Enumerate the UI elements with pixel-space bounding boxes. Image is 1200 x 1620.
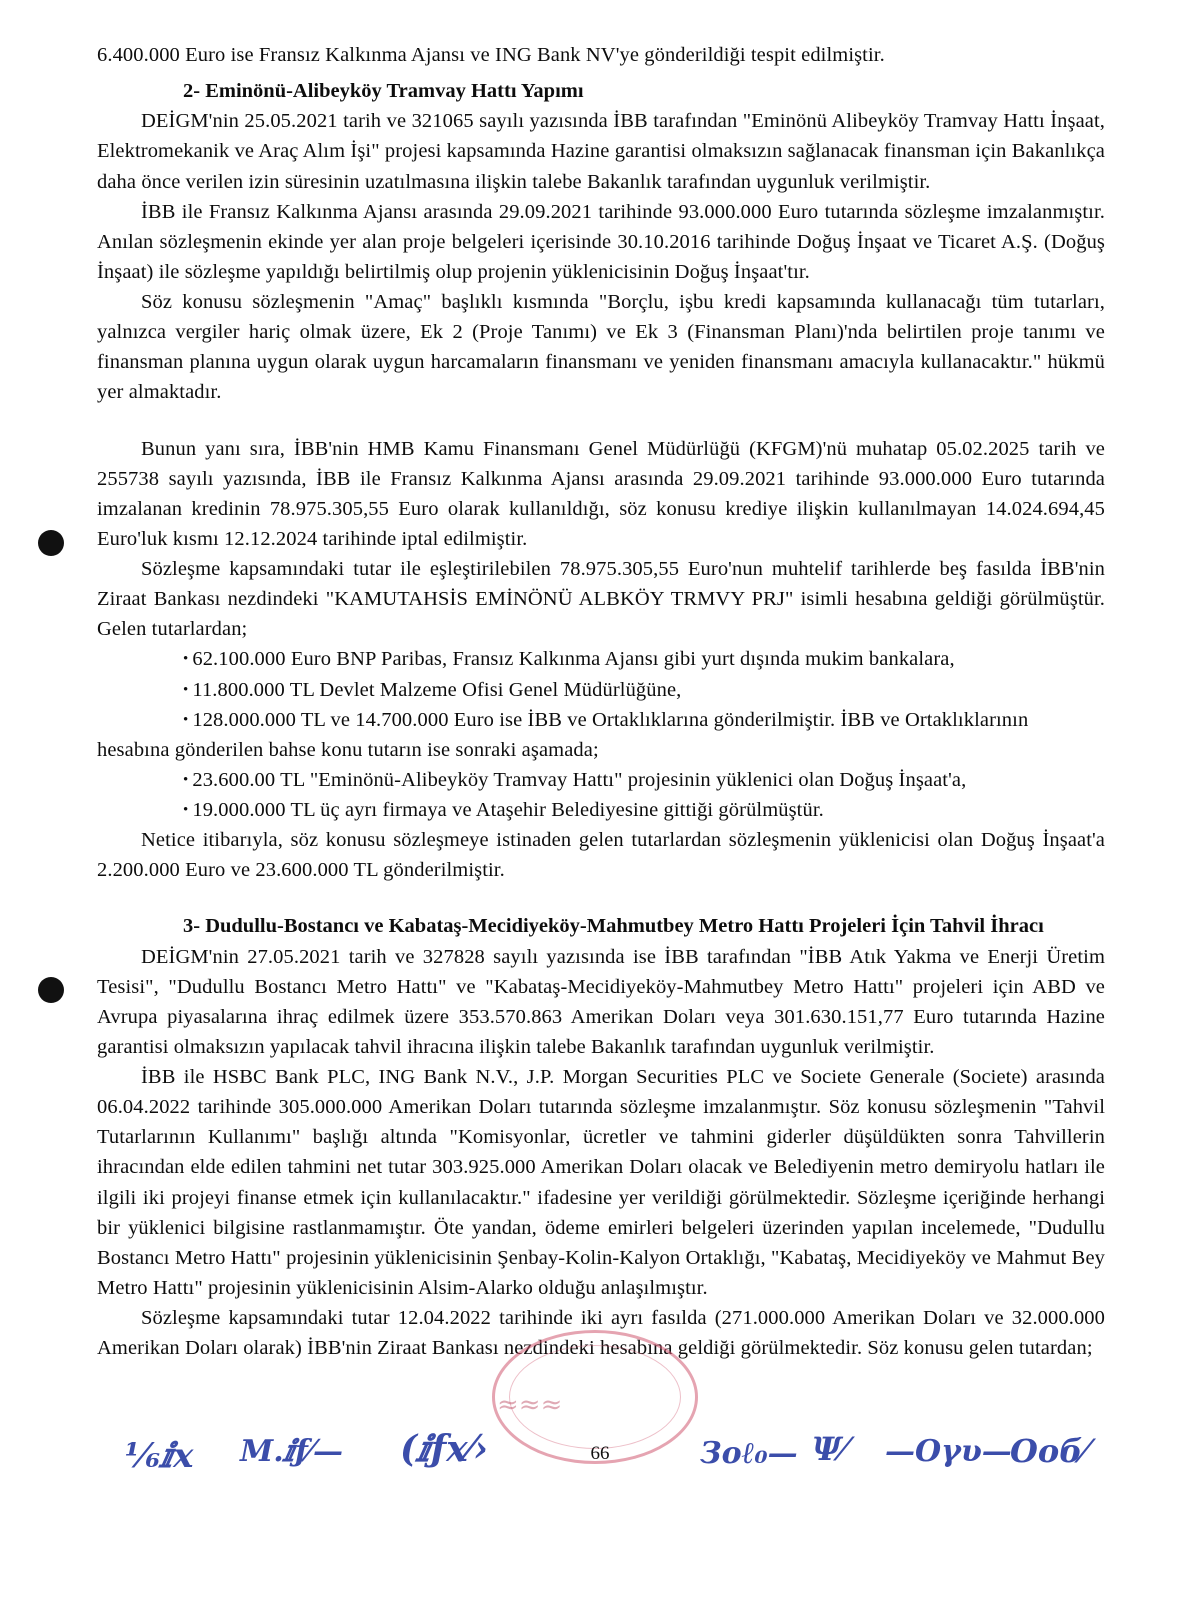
signature-6: —Ογυ— (885, 1434, 1012, 1469)
bullet-icon: • (183, 711, 189, 728)
signature-2: M.ⅈƒ⁄— (240, 1434, 343, 1469)
list-item (97, 644, 1105, 674)
paragraph-top: 6.400.000 Euro ise Fransız Kalkınma Ajansı ve ING Bank NV'ye gönderildiği tespit edilmiştir. (97, 44, 885, 66)
list-item (97, 675, 1105, 705)
paragraph-3-3: Sözleşme kapsamındaki tutar 12.04.2022 tarihinde iki ayrı fasılda (271.000.000 Amerikan Doları ve 32.000.000 Amerikan Doları olarak) İBB'nin Ziraat Bankası nezdindeki hesabına geldiği görülmektedir. Söz konusu gelen tutardan; (97, 1307, 1105, 1360)
list-item (97, 765, 1105, 795)
paragraph-2-7: Netice itibarıyla, söz konusu sözleşmeye istinaden gelen tutarlardan sözleşmenin yüklenicisi olan Doğuş İnşaat'a 2.200.000 Euro ve 23.600.000 TL gönderilmiştir. (97, 829, 1105, 882)
signature-7: Ооб⁄ (1010, 1432, 1088, 1470)
margin-hole-mark-1 (38, 530, 64, 556)
bullet-icon: • (183, 771, 189, 788)
paragraph-3-1: DEİGM'nin 27.05.2021 tarih ve 327828 sayılı yazısında ise İBB tarafından "İBB Atık Yakma ve Enerji Üretim Tesisi", "Dudullu Bostancı Metro Hattı" ve "Kabataş-Mecidiyeköy-Mahmutbey Metro Hattı" projeleri için ABD ve Avrupa piyasalarına ihraç edilmek üzere 353.570.863 Amerikan Doları veya 301.630.151,77 Euro tutarında Hazine garantisi olmaksızın yapılacak tahvil ihracına ilişkin talebe Bakanlık tarafından uygunluk verilmiştir. (97, 945, 1105, 1058)
list-item-label: 23.600.00 TL "Eminönü-Alibeyköy Tramvay Hattı" projesinin yüklenici olan Doğuş İnşaat'a, (192, 768, 967, 791)
section-heading-3: 3- Dudullu-Bostancı ve Kabataş-Mecidiyeköy-Mahmutbey Metro Hattı Projeleri İçin Tahvil İhracı (183, 915, 1044, 938)
page-number: 66 (590, 1443, 610, 1464)
list-item (97, 795, 1105, 825)
paragraph-2-5: Sözleşme kapsamındaki tutar ile eşleştirilebilen 78.975.305,55 Euro'nun muhtelif tarihlerde beş fasılda İBB'nin Ziraat Bankası nezdindeki "KAMUTAHSİS EMİNÖNÜ ALBKÖY TRMVY PRJ" isimli hesabına geldiği görülmüştür. Gelen tutarlardan; (97, 558, 1105, 641)
margin-hole-mark-2 (38, 977, 64, 1003)
seal-text-mark: ≈≈≈ (497, 1390, 563, 1420)
bullet-icon: • (183, 802, 189, 818)
paragraph-2-3: Söz konusu sözleşmenin "Amaç" başlıklı kısmında "Borçlu, işbu kredi kapsamında kullanacağı tüm tutarları, yalnızca vergiler hariç olmak üzere, Ek 2 (Proje Tanımı) ve Ek 3 (Finansman Planı)'nda belirtilen proje tanımı ve finansman planına uygun olarak uygun harcamaların finansmanı ve yeniden finansmanı amacıyla kullanacaktır." hükmü yer almaktadır. (97, 291, 1105, 404)
signature-1: ⅙ⅈx (125, 1436, 194, 1476)
section-heading-2: 2- Eminönü-Alibeyköy Tramvay Hattı Yapımı (183, 80, 584, 103)
signature-5: Ψ⁄ (812, 1430, 847, 1468)
paragraph-3-2: İBB ile HSBC Bank PLC, ING Bank N.V., J.P. Morgan Securities PLC ve Societe Generale (Societe) arasında 06.04.2022 tarihinde 305.000.000 Amerikan Doları tutarında sözleşme imzalanmıştır. Söz konusu sözleşmenin "Tahvil Tutarlarının Kullanımı" başlığı altında "Komisyonlar, ücretler ve tahmini giderler düşüldükten sonra Tahvillerin ihracından elde edilen tahmini net tutar 303.925.000 Amerikan Doları olacak ve Belediyenin metro demiryolu hatları ile ilgili iki projeyi finanse etmek için kullanılacaktır." ifadesine yer verildiği görülmektedir. Sözleşme içeriğinde herhangi bir yüklenici bilgisine rastlanmamıştır. Öte yandan, ödeme emirleri belgeleri üzerinden yapılan incelemede, "Dudullu Bostancı Metro Hattı" projesinin yüklenicisinin Şenbay-Kolin-Kalyon Ortaklığı, "Kabataş, Mecidiyeköy ve Mahmut Bey Metro Hattı" projesinin yüklenicisinin Alsim-Alarko olduğu anlaşılmıştır. (97, 1066, 1105, 1299)
paragraph-2-6: hesabına gönderilen bahse konu tutarın ise sonraki aşamada; (97, 738, 599, 761)
list-item-label: 62.100.000 Euro BNP Paribas, Fransız Kalkınma Ajansı gibi yurt dışında mukim bankalara, (192, 648, 955, 671)
paragraph-2-1: DEİGM'nin 25.05.2021 tarih ve 321065 sayılı yazısında İBB tarafından "Eminönü Alibeyköy Tramvay Hattı İnşaat, Elektromekanik ve Araç Alım İşi" projesi kapsamında Hazine garantisi olmaksızın sağlanacak finansman için Bakanlıkça daha önce verilen izin süresinin uzatılmasına ilişkin talebe Bakanlık tarafından uygunluk verilmiştir. (97, 110, 1105, 193)
list-item-label: 19.000.000 TL üç ayrı firmaya ve Ataşehir Belediyesine gittiği görülmüştür. (192, 799, 824, 821)
list-item-label: 128.000.000 TL ve 14.700.000 Euro ise İBB ve Ortaklıklarına gönderilmiştir. İBB ve Ortaklıklarının (192, 708, 1029, 731)
signature-3: (ⅈƒx⁄› (400, 1428, 489, 1470)
bullet-icon: • (183, 681, 189, 698)
list-item (97, 705, 1105, 735)
bullet-icon: • (183, 651, 189, 668)
paragraph-2-2: İBB ile Fransız Kalkınma Ajansı arasında 29.09.2021 tarihinde 93.000.000 Euro tutarında sözleşme imzalanmıştır. Anılan sözleşmenin ekinde yer alan proje belgeleri içerisinde 30.10.2016 tarihinde Doğuş İnşaat ve Ticaret A.Ş. (Doğuş İnşaat) ile sözleşme yapıldığı belirtilmiş olup projenin yüklenicisinin Doğuş İnşaat'tır. (97, 200, 1105, 283)
paragraph-2-4: Bunun yanı sıra, İBB'nin HMB Kamu Finansmanı Genel Müdürlüğü (KFGM)'nü muhatap 05.02.2025 tarih ve 255738 sayılı yazısında, İBB ile Fransız Kalkınma Ajansı arasında 29.09.2021 tarihinde 93.000.000 Euro tutarında imzalanan kredinin 78.975.305,55 Euro olarak kullanıldığı, söz konusu krediye ilişkin kullanılmayan 14.024.694,45 Euro'luk kısmı 12.12.2024 tarihinde iptal edilmiştir. (97, 437, 1105, 550)
document-body (97, 40, 1105, 1363)
list-item-label: 11.800.000 TL Devlet Malzeme Ofisi Genel Müdürlüğüne, (192, 678, 682, 701)
signature-4: Зοℓ₀— (700, 1436, 798, 1471)
